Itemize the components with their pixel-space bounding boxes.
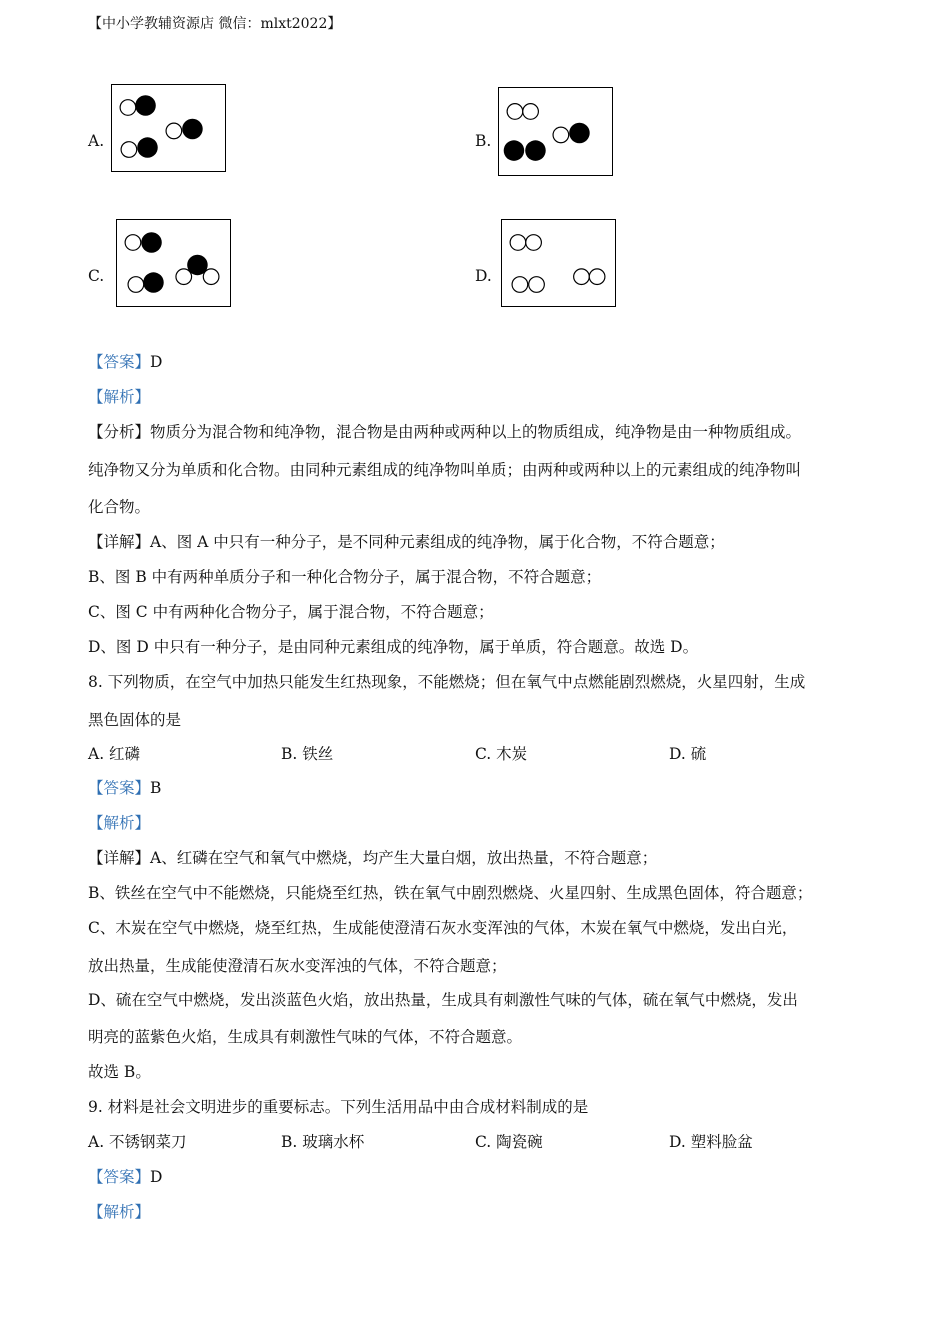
detail-text-1: A、红磷在空气和氧气中燃烧，均产生大量白烟，放出热量，不符合题意；: [150, 849, 658, 867]
q9-option-a: A. 不锈钢菜刀: [88, 1133, 187, 1151]
answer-value: D: [150, 1168, 163, 1186]
molecule-diagram-c: [116, 219, 231, 307]
q8-detail-line-1: [88, 846, 657, 868]
molecule-diagram-b: [498, 87, 613, 176]
detail-tag: 【详解】: [88, 533, 151, 551]
answer-tag: 【答案】: [88, 1168, 151, 1186]
q8-option-c: C. 木炭: [475, 745, 528, 763]
option-d-label: D.: [475, 267, 492, 285]
detail-tag: 【详解】: [88, 849, 151, 867]
q7-answer: [88, 350, 162, 372]
q8-conclusion: 故选 B。: [88, 1063, 151, 1081]
answer-value: D: [150, 353, 163, 371]
q8-detail-line-4: 放出热量，生成能使澄清石灰水变浑浊的气体，不符合题意；: [88, 957, 507, 975]
option-a-label: A.: [88, 132, 105, 150]
q7-analysis-tag: 【解析】: [88, 388, 151, 406]
q7-detail-line-2: B、图 B 中有两种单质分子和一种化合物分子，属于混合物，不符合题意；: [88, 568, 602, 586]
q8-stem-line-2: 黑色固体的是: [88, 711, 182, 729]
page-header: 【中小学教辅资源店 微信：mlxt2022】: [88, 16, 342, 32]
fenxi-tag: 【分析】: [88, 423, 151, 441]
q8-detail-line-5: D、硫在空气中燃烧，发出淡蓝色火焰，放出热量，生成具有刺激性气味的气体，硫在氧气中燃烧，发出: [88, 991, 798, 1009]
q8-detail-line-3: C、木炭在空气中燃烧，烧至红热，生成能使澄清石灰水变浑浊的气体，木炭在氧气中燃烧，发出白光，: [88, 919, 798, 937]
q8-option-d: D. 硫: [669, 745, 707, 763]
q7-detail-line-4: D、图 D 中只有一种分子，是由同种元素组成的纯净物，属于单质，符合题意。故选 D。: [88, 638, 699, 656]
q8-stem-line-1: 8. 下列物质，在空气中加热只能发生红热现象，不能燃烧；但在氧气中点燃能剧烈燃烧，火星四射，生成: [88, 673, 806, 691]
answer-value: B: [150, 779, 162, 797]
option-b-label: B.: [475, 132, 492, 150]
q9-option-b: B. 玻璃水杯: [281, 1133, 365, 1151]
q7-fenxi-line-1: [88, 420, 801, 442]
q9-option-d: D. 塑料脸盆: [669, 1133, 753, 1151]
answer-tag: 【答案】: [88, 353, 151, 371]
q7-detail-line-1: [88, 530, 725, 552]
detail-text-1: A、图 A 中只有一种分子，是不同种元素组成的纯净物，属于化合物，不符合题意；: [150, 533, 725, 551]
q8-option-b: B. 铁丝: [281, 745, 334, 763]
molecule-diagram-d: [501, 219, 616, 307]
q7-detail-line-3: C、图 C 中有两种化合物分子，属于混合物，不符合题意；: [88, 603, 494, 621]
fenxi-text-1: 物质分为混合物和纯净物，混合物是由两种或两种以上的物质组成，纯净物是由一种物质组成。: [150, 423, 802, 441]
q9-stem: 9. 材料是社会文明进步的重要标志。下列生活用品中由合成材料制成的是: [88, 1098, 589, 1116]
q7-fenxi-line-3: 化合物。: [88, 498, 151, 516]
q8-analysis-tag: 【解析】: [88, 814, 151, 832]
molecule-diagram-a: [111, 84, 226, 172]
q8-detail-line-2: B、铁丝在空气中不能燃烧，只能烧至红热，铁在氧气中剧烈燃烧、火星四射、生成黑色固体，符合题意；: [88, 884, 813, 902]
option-c-label: C.: [88, 267, 105, 285]
q8-answer: [88, 776, 161, 798]
q8-detail-line-6: 明亮的蓝紫色火焰，生成具有刺激性气味的气体，不符合题意。: [88, 1028, 523, 1046]
answer-tag: 【答案】: [88, 779, 151, 797]
q9-option-c: C. 陶瓷碗: [475, 1133, 543, 1151]
q9-analysis-tag: 【解析】: [88, 1203, 151, 1221]
q9-answer: [88, 1165, 162, 1187]
q8-option-a: A. 红磷: [88, 745, 141, 763]
q7-fenxi-line-2: 纯净物又分为单质和化合物。由同种元素组成的纯净物叫单质；由两种或两种以上的元素组成的纯净物叫: [88, 461, 802, 479]
